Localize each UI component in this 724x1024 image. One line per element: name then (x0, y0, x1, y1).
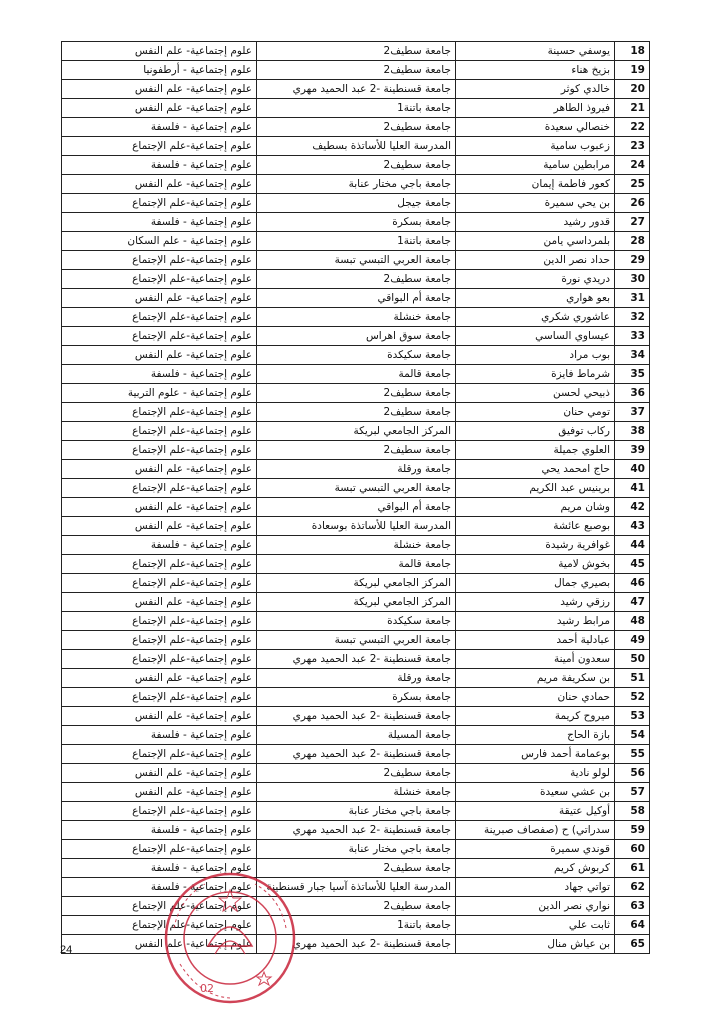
table-row (62, 783, 650, 802)
field-of-study: علوم إجتماعية-علم الإجتماع (62, 688, 257, 707)
table-row (62, 878, 650, 897)
table-row (62, 460, 650, 479)
field-of-study: علوم إجتماعية - أرطفونيا (62, 61, 257, 80)
student-name: لولو نادية (456, 764, 615, 783)
field-of-study: علوم إجتماعية- علم النفس (62, 498, 257, 517)
university-name: جامعة قسنطينة -2 عبد الحميد مهري (257, 745, 456, 764)
field-of-study: علوم إجتماعية - علوم التربية (62, 384, 257, 403)
student-name: بوب مراد (456, 346, 615, 365)
table-row (62, 175, 650, 194)
table-row (62, 935, 650, 954)
row-number: 34 (615, 346, 650, 365)
table-row (62, 251, 650, 270)
row-number: 62 (615, 878, 650, 897)
field-of-study: علوم إجتماعية- علم النفس (62, 460, 257, 479)
field-of-study: علوم إجتماعية-علم الإجتماع (62, 802, 257, 821)
university-name: جامعة سطيف2 (257, 764, 456, 783)
university-name: جامعة قسنطينة -2 عبد الحميد مهري (257, 935, 456, 954)
field-of-study: علوم إجتماعية-علم الإجتماع (62, 422, 257, 441)
university-name: المدرسة العليا للأساتذة آسيا جبار قسنطينة (257, 878, 456, 897)
row-number: 46 (615, 574, 650, 593)
university-name: جامعة سطيف2 (257, 859, 456, 878)
table-row (62, 536, 650, 555)
student-name: حداد نصر الدين (456, 251, 615, 270)
field-of-study: علوم إجتماعية-علم الإجتماع (62, 916, 257, 935)
university-name: جامعة قالمة (257, 365, 456, 384)
table-row (62, 213, 650, 232)
row-number: 56 (615, 764, 650, 783)
row-number: 52 (615, 688, 650, 707)
field-of-study: علوم إجتماعية-علم الإجتماع (62, 612, 257, 631)
student-name: سعدون أمينة (456, 650, 615, 669)
university-name: جامعة جيجل (257, 194, 456, 213)
student-name: عبادلية أحمد (456, 631, 615, 650)
roster-body (62, 42, 650, 954)
university-name: جامعة قسنطينة -2 عبد الحميد مهري (257, 650, 456, 669)
table-row (62, 802, 650, 821)
university-name: جامعة بسكرة (257, 688, 456, 707)
table-row (62, 232, 650, 251)
row-number: 51 (615, 669, 650, 688)
row-number: 22 (615, 118, 650, 137)
row-number: 42 (615, 498, 650, 517)
university-name: جامعة سطيف2 (257, 441, 456, 460)
row-number: 57 (615, 783, 650, 802)
student-name: بلمرداسي يامن (456, 232, 615, 251)
field-of-study: علوم إجتماعية-علم الإجتماع (62, 403, 257, 422)
university-name: جامعة سطيف2 (257, 118, 456, 137)
student-name: يوسفي حسينة (456, 42, 615, 61)
field-of-study: علوم إجتماعية-علم الإجتماع (62, 555, 257, 574)
university-name: المدرسة العليا للأساتذة بسطيف (257, 137, 456, 156)
student-name: خالدي كوثر (456, 80, 615, 99)
row-number: 61 (615, 859, 650, 878)
university-name: جامعة أم البواقي (257, 498, 456, 517)
table-row (62, 650, 650, 669)
university-name: جامعة سكيكدة (257, 612, 456, 631)
student-name: قوندي سميرة (456, 840, 615, 859)
student-name: مرابطين سامية (456, 156, 615, 175)
row-number: 23 (615, 137, 650, 156)
field-of-study: علوم إجتماعية - فلسفة (62, 156, 257, 175)
university-name: جامعة سطيف2 (257, 403, 456, 422)
row-number: 59 (615, 821, 650, 840)
row-number: 27 (615, 213, 650, 232)
student-name: برينيس عبد الكريم (456, 479, 615, 498)
university-name: المدرسة العليا للأساتذة بوسعادة (257, 517, 456, 536)
row-number: 40 (615, 460, 650, 479)
student-name: خنصالي سعيدة (456, 118, 615, 137)
row-number: 24 (615, 156, 650, 175)
student-name: بوعمامة أحمد فارس (456, 745, 615, 764)
field-of-study: علوم إجتماعية-علم الإجتماع (62, 745, 257, 764)
field-of-study: علوم إجتماعية-علم الإجتماع (62, 137, 257, 156)
university-name: جامعة سطيف2 (257, 61, 456, 80)
row-number: 38 (615, 422, 650, 441)
row-number: 58 (615, 802, 650, 821)
university-name: جامعة سوق اهراس (257, 327, 456, 346)
table-row (62, 707, 650, 726)
student-name: بخوش لامية (456, 555, 615, 574)
table-row (62, 631, 650, 650)
field-of-study: علوم إجتماعية-علم الإجتماع (62, 194, 257, 213)
student-name: ركاب توفيق (456, 422, 615, 441)
row-number: 21 (615, 99, 650, 118)
field-of-study: علوم إجتماعية- علم النفس (62, 764, 257, 783)
table-row (62, 80, 650, 99)
row-number: 60 (615, 840, 650, 859)
table-row (62, 840, 650, 859)
table-row (62, 897, 650, 916)
row-number: 35 (615, 365, 650, 384)
student-name: فيروذ الطاهر (456, 99, 615, 118)
student-name: بن عياش منال (456, 935, 615, 954)
field-of-study: علوم إجتماعية-علم الإجتماع (62, 251, 257, 270)
row-number: 43 (615, 517, 650, 536)
university-name: جامعة قسنطينة -2 عبد الحميد مهري (257, 80, 456, 99)
university-name: المركز الجامعي لبريكة (257, 574, 456, 593)
table-row (62, 745, 650, 764)
row-number: 45 (615, 555, 650, 574)
university-name: جامعة باتنة1 (257, 232, 456, 251)
table-row (62, 61, 650, 80)
row-number: 39 (615, 441, 650, 460)
university-name: جامعة العربي التبسي تبسة (257, 631, 456, 650)
table-row (62, 764, 650, 783)
table-row (62, 99, 650, 118)
row-number: 48 (615, 612, 650, 631)
row-number: 49 (615, 631, 650, 650)
table-row (62, 308, 650, 327)
student-name: أوكيل عتيقة (456, 802, 615, 821)
student-name: بوصبع عائشة (456, 517, 615, 536)
field-of-study: علوم إجتماعية- علم النفس (62, 346, 257, 365)
field-of-study: علوم إجتماعية - فلسفة (62, 878, 257, 897)
student-name: غوافرية رشيدة (456, 536, 615, 555)
page-number: 24 (60, 944, 73, 956)
row-number: 30 (615, 270, 650, 289)
field-of-study: علوم إجتماعية - فلسفة (62, 536, 257, 555)
field-of-study: علوم إجتماعية - فلسفة (62, 213, 257, 232)
field-of-study: علوم إجتماعية-علم الإجتماع (62, 308, 257, 327)
row-number: 50 (615, 650, 650, 669)
table-row (62, 669, 650, 688)
row-number: 25 (615, 175, 650, 194)
table-row (62, 42, 650, 61)
university-name: جامعة ورقلة (257, 669, 456, 688)
field-of-study: علوم إجتماعية-علم الإجتماع (62, 650, 257, 669)
table-row (62, 346, 650, 365)
row-number: 37 (615, 403, 650, 422)
student-name: بازة الحاج (456, 726, 615, 745)
university-name: جامعة قسنطينة -2 عبد الحميد مهري (257, 821, 456, 840)
university-name: جامعة سطيف2 (257, 42, 456, 61)
university-name: جامعة سكيكدة (257, 346, 456, 365)
field-of-study: علوم إجتماعية- علم النفس (62, 783, 257, 802)
table-row (62, 688, 650, 707)
table-row (62, 422, 650, 441)
university-name: جامعة باتنة1 (257, 916, 456, 935)
table-row (62, 612, 650, 631)
field-of-study: علوم إجتماعية- علم النفس (62, 80, 257, 99)
row-number: 64 (615, 916, 650, 935)
university-name: جامعة باجي مختار عنابة (257, 840, 456, 859)
row-number: 29 (615, 251, 650, 270)
stamp-number: 02 (200, 982, 214, 995)
field-of-study: علوم إجتماعية-علم الإجتماع (62, 270, 257, 289)
table-row (62, 194, 650, 213)
row-number: 31 (615, 289, 650, 308)
student-name: رزقي رشيد (456, 593, 615, 612)
field-of-study: علوم إجتماعية- علم النفس (62, 593, 257, 612)
table-row (62, 365, 650, 384)
field-of-study: علوم إجتماعية- علم النفس (62, 99, 257, 118)
row-number: 32 (615, 308, 650, 327)
university-name: جامعة خنشلة (257, 308, 456, 327)
student-name: ثابت علي (456, 916, 615, 935)
university-name: جامعة باتنة1 (257, 99, 456, 118)
table-row (62, 593, 650, 612)
university-name: جامعة أم البواقي (257, 289, 456, 308)
table-row (62, 859, 650, 878)
table-row (62, 289, 650, 308)
student-name: كعور فاطمة إيمان (456, 175, 615, 194)
table-row (62, 137, 650, 156)
university-name: جامعة سطيف2 (257, 897, 456, 916)
university-name: جامعة خنشلة (257, 536, 456, 555)
university-name: جامعة باجي مختار عنابة (257, 175, 456, 194)
field-of-study: علوم إجتماعية-علم الإجتماع (62, 897, 257, 916)
student-name: كربوش كريم (456, 859, 615, 878)
student-name: سدراتي) ح (صفصاف صبرينة (456, 821, 615, 840)
field-of-study: علوم إجتماعية- علم النفس (62, 42, 257, 61)
row-number: 19 (615, 61, 650, 80)
student-name: بن يحي سميرة (456, 194, 615, 213)
field-of-study: علوم إجتماعية- علم النفس (62, 517, 257, 536)
student-name: نواري نصر الدين (456, 897, 615, 916)
university-name: جامعة باجي مختار عنابة (257, 802, 456, 821)
student-name: تومي حنان (456, 403, 615, 422)
field-of-study: علوم إجتماعية-علم الإجتماع (62, 631, 257, 650)
student-name: العلوي جميلة (456, 441, 615, 460)
row-number: 55 (615, 745, 650, 764)
field-of-study: علوم إجتماعية-علم الإجتماع (62, 479, 257, 498)
table-row (62, 574, 650, 593)
field-of-study: علوم إجتماعية- علم النفس (62, 175, 257, 194)
university-name: جامعة قالمة (257, 555, 456, 574)
table-row (62, 156, 650, 175)
field-of-study: علوم إجتماعية - فلسفة (62, 365, 257, 384)
student-name: بعو هواري (456, 289, 615, 308)
student-name: بصيري جمال (456, 574, 615, 593)
field-of-study: علوم إجتماعية - فلسفة (62, 859, 257, 878)
university-name: جامعة ورقلة (257, 460, 456, 479)
row-number: 36 (615, 384, 650, 403)
field-of-study: علوم إجتماعية-علم الإجتماع (62, 840, 257, 859)
field-of-study: علوم إجتماعية-علم الإجتماع (62, 574, 257, 593)
table-row (62, 270, 650, 289)
university-name: جامعة سطيف2 (257, 384, 456, 403)
row-number: 47 (615, 593, 650, 612)
row-number: 44 (615, 536, 650, 555)
student-name: مرابط رشيد (456, 612, 615, 631)
student-name: ذبيحي لحسن (456, 384, 615, 403)
student-name: دريدي نورة (456, 270, 615, 289)
row-number: 26 (615, 194, 650, 213)
university-name: جامعة بسكرة (257, 213, 456, 232)
student-name: حاج امحمد يحي (456, 460, 615, 479)
field-of-study: علوم إجتماعية - علم السكان (62, 232, 257, 251)
university-name: جامعة العربي التبسي تبسة (257, 479, 456, 498)
university-name: جامعة سطيف2 (257, 156, 456, 175)
university-name: جامعة خنشلة (257, 783, 456, 802)
student-name: بزيخ هناء (456, 61, 615, 80)
table-row (62, 726, 650, 745)
student-name: وشان مريم (456, 498, 615, 517)
university-name: جامعة العربي التبسي تبسة (257, 251, 456, 270)
table-row (62, 498, 650, 517)
field-of-study: علوم إجتماعية- علم النفس (62, 707, 257, 726)
field-of-study: علوم إجتماعية - فلسفة (62, 118, 257, 137)
student-name: حمادي حنان (456, 688, 615, 707)
student-name: تواتي جهاد (456, 878, 615, 897)
row-number: 20 (615, 80, 650, 99)
table-row (62, 441, 650, 460)
table-row (62, 384, 650, 403)
row-number: 53 (615, 707, 650, 726)
student-name: بن عشي سعيدة (456, 783, 615, 802)
table-row (62, 517, 650, 536)
table-row (62, 916, 650, 935)
university-name: المركز الجامعي لبريكة (257, 593, 456, 612)
official-seal-icon (160, 868, 300, 1008)
field-of-study: علوم إجتماعية-علم الإجتماع (62, 441, 257, 460)
table-row (62, 403, 650, 422)
university-name: جامعة قسنطينة -2 عبد الحميد مهري (257, 707, 456, 726)
student-name: بن سكريفة مريم (456, 669, 615, 688)
table-row (62, 821, 650, 840)
field-of-study: علوم إجتماعية-علم الإجتماع (62, 327, 257, 346)
table-row (62, 118, 650, 137)
row-number: 41 (615, 479, 650, 498)
roster-table (61, 41, 650, 954)
university-name: جامعة سطيف2 (257, 270, 456, 289)
row-number: 65 (615, 935, 650, 954)
row-number: 63 (615, 897, 650, 916)
student-name: عاشوري شكري (456, 308, 615, 327)
table-row (62, 479, 650, 498)
student-name: ميروح كريمة (456, 707, 615, 726)
university-name: جامعة المسيلة (257, 726, 456, 745)
row-number: 18 (615, 42, 650, 61)
table-row (62, 555, 650, 574)
field-of-study: علوم إجتماعية- علم النفس (62, 669, 257, 688)
student-name: زعبوب سامية (456, 137, 615, 156)
field-of-study: علوم إجتماعية- علم النفس (62, 935, 257, 954)
field-of-study: علوم إجتماعية - فلسفة (62, 726, 257, 745)
row-number: 28 (615, 232, 650, 251)
student-name: عيساوي الساسي (456, 327, 615, 346)
field-of-study: علوم إجتماعية - فلسفة (62, 821, 257, 840)
student-name: قدور رشيد (456, 213, 615, 232)
field-of-study: علوم إجتماعية- علم النفس (62, 289, 257, 308)
table-row (62, 327, 650, 346)
row-number: 54 (615, 726, 650, 745)
university-name: المركز الجامعي لبريكة (257, 422, 456, 441)
student-name: شرماط فايزة (456, 365, 615, 384)
row-number: 33 (615, 327, 650, 346)
